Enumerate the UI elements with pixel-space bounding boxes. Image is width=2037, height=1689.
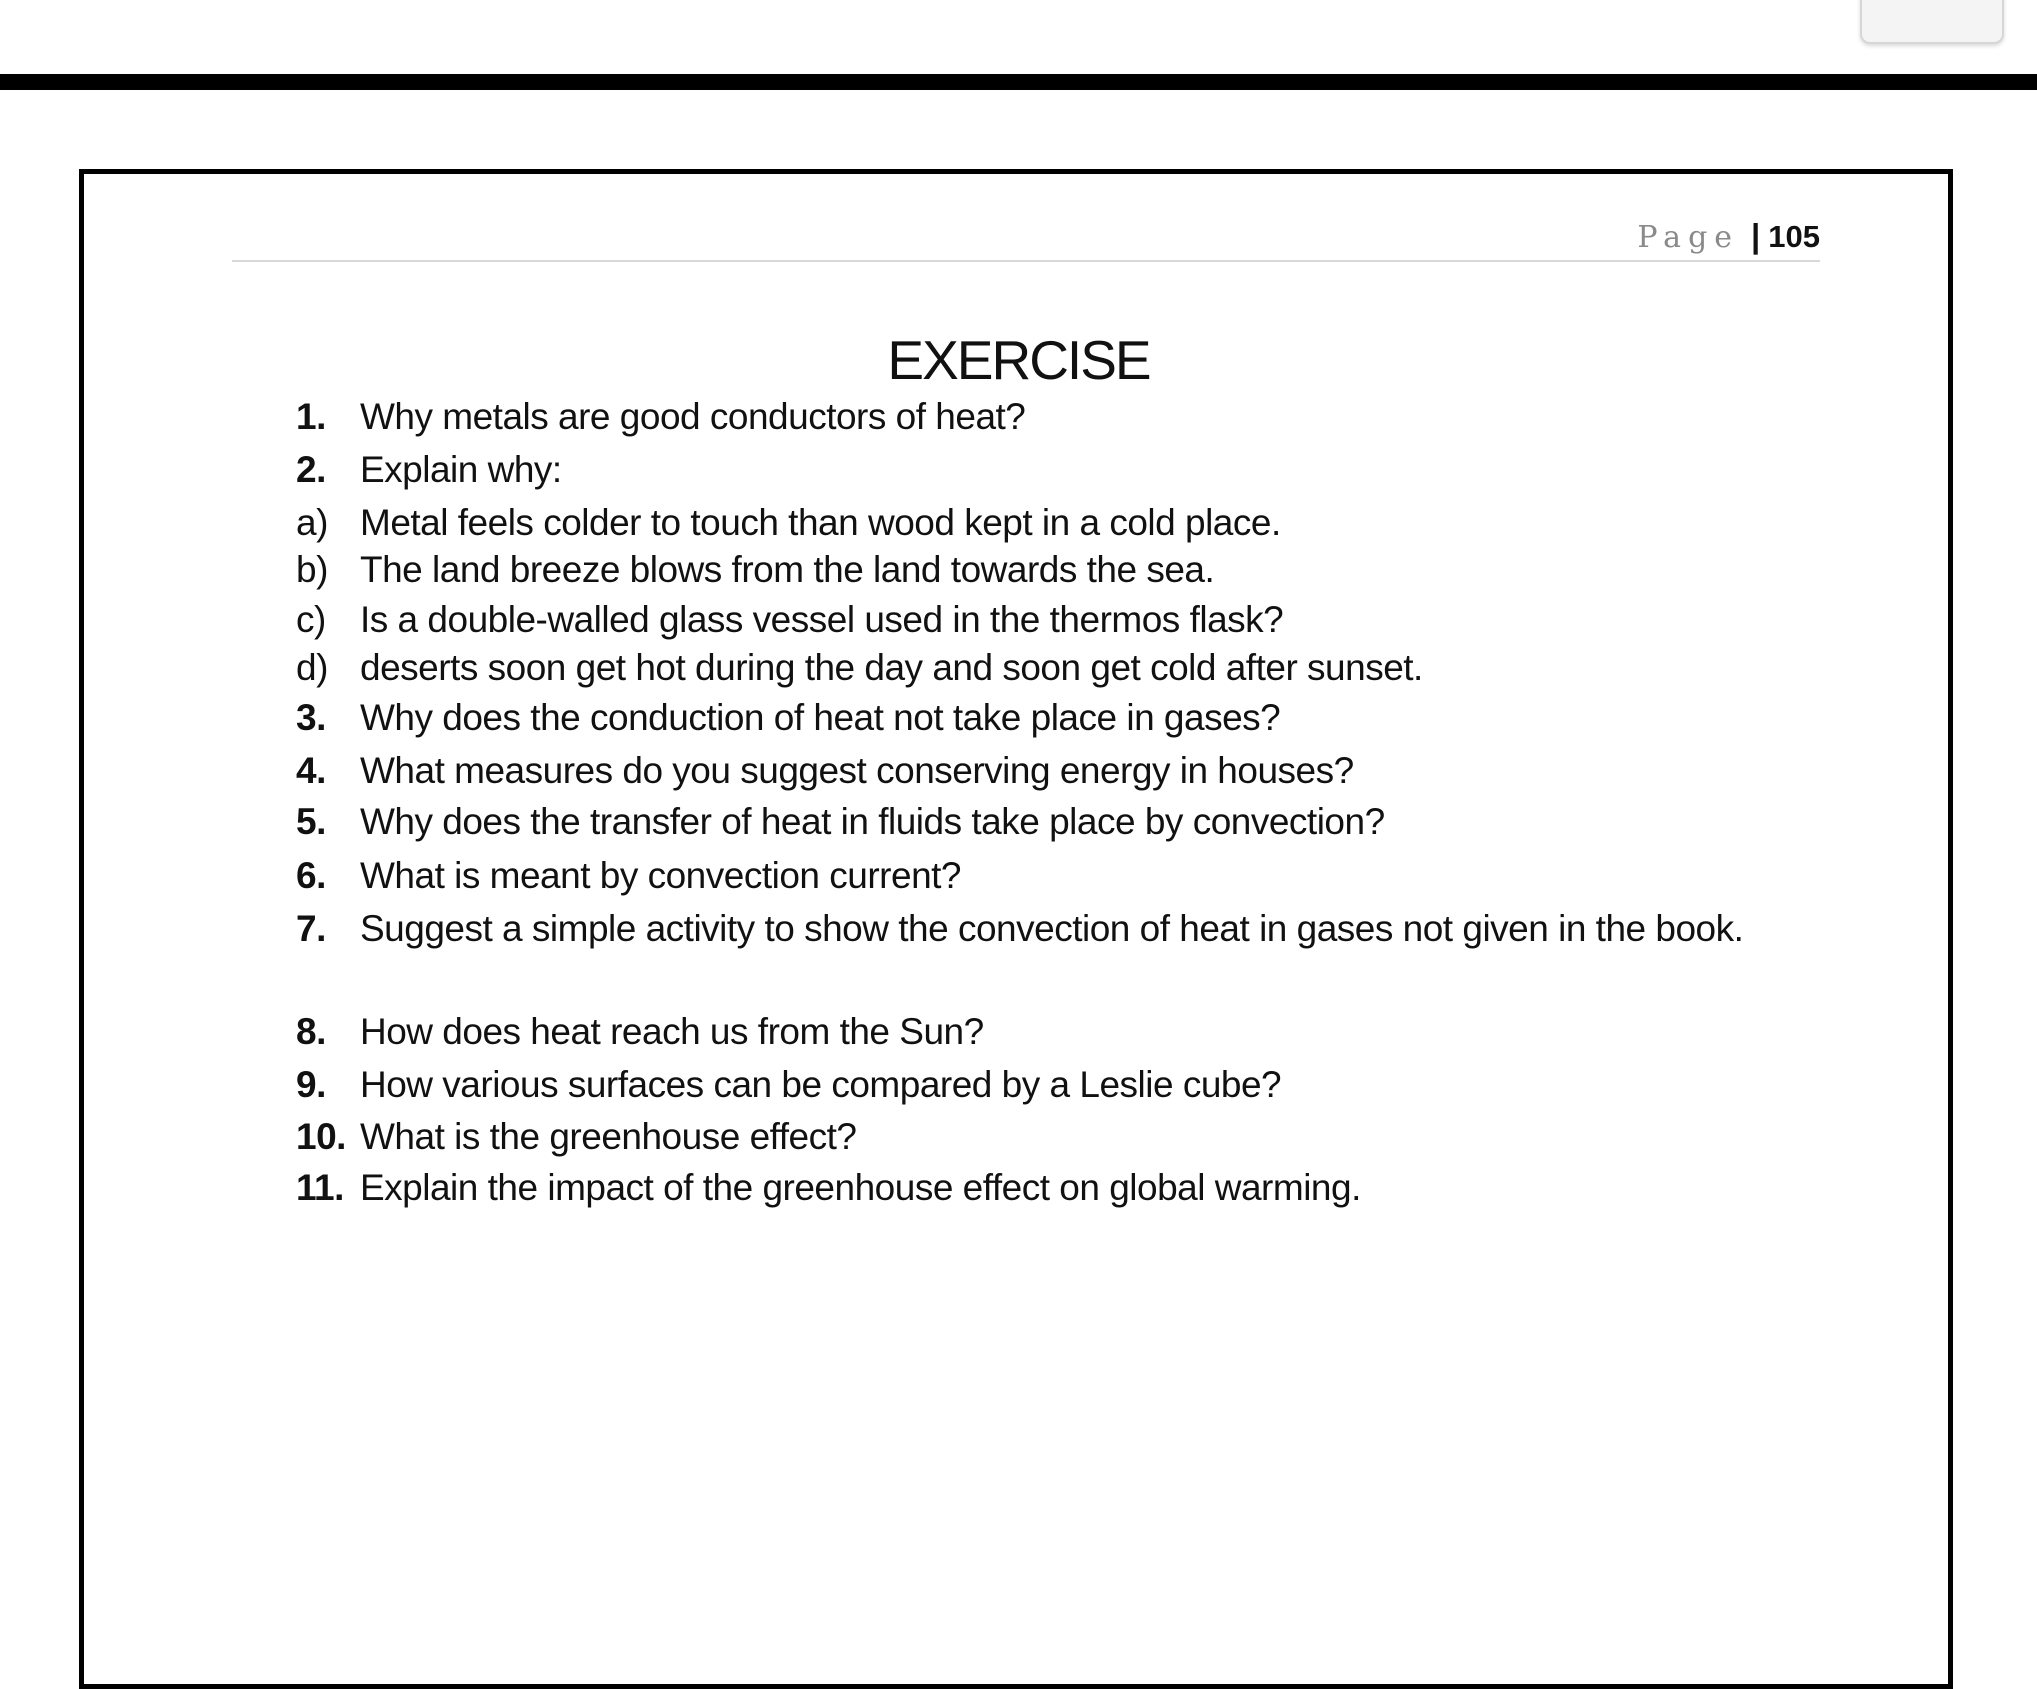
sub-question-item [296,643,1836,693]
question-item [296,1163,1836,1213]
question-text: What is the greenhouse effect? [360,1116,857,1157]
question-number: 3. [296,697,326,738]
question-item [296,797,1836,847]
question-number: 7. [296,908,326,949]
question-text: How does heat reach us from the Sun? [360,1011,984,1052]
question-text: Why does the conduction of heat not take place in gases? [360,697,1281,738]
question-number: 2. [296,449,326,490]
question-item [296,904,1836,954]
exercise-title: EXERCISE [887,329,1150,391]
question-number: 11. [296,1167,344,1208]
question-item [296,1007,1836,1057]
page-word: Page [1637,220,1740,255]
question-item [296,746,1836,796]
question-item [296,851,1836,901]
question-number: 8. [296,1011,326,1052]
page-number: 105 [1768,219,1820,254]
question-number: 5. [296,801,326,842]
sub-question-text: The land breeze blows from the land towards the sea. [360,549,1215,590]
top-right-button[interactable] [1860,0,2004,44]
question-text: How various surfaces can be compared by a Leslie cube? [360,1064,1282,1105]
question-item [296,693,1836,743]
question-number: 4. [296,750,326,791]
sub-question-item [296,595,1836,645]
sub-question-letter: d) [296,647,328,688]
sub-question-letter: c) [296,599,326,640]
question-text: Explain the impact of the greenhouse effect on global warming. [360,1167,1361,1208]
sub-question-item [296,545,1836,595]
question-number: 1. [296,396,326,437]
sub-question-text: Metal feels colder to touch than wood kept in a cold place. [360,502,1281,543]
question-number: 6. [296,855,326,896]
page-separator: | [1751,217,1761,254]
question-text: What measures do you suggest conserving energy in houses? [360,750,1354,791]
sub-question-letter: b) [296,549,328,590]
question-item [296,1060,1836,1110]
question-number: 9. [296,1064,326,1105]
question-item [296,1112,1836,1162]
sub-question-text: Is a double-walled glass vessel used in the thermos flask? [360,599,1284,640]
sub-question-text: deserts soon get hot during the day and soon get cold after sunset. [360,647,1423,688]
question-number: 10. [296,1116,346,1157]
sub-question-item [296,498,1836,548]
top-divider-bar [0,74,2037,90]
question-text: Suggest a simple activity to show the convection of heat in gases not given in the book. [360,908,1744,949]
question-text: Why metals are good conductors of heat? [360,396,1026,437]
question-item [296,445,1836,495]
page-number-label [1637,214,1820,260]
sub-question-letter: a) [296,502,328,543]
question-text: Why does the transfer of heat in fluids take place by convection? [360,801,1385,842]
question-text: Explain why: [360,449,562,490]
question-item [296,392,1836,442]
page-header [232,214,1820,262]
question-text: What is meant by convection current? [360,855,962,896]
